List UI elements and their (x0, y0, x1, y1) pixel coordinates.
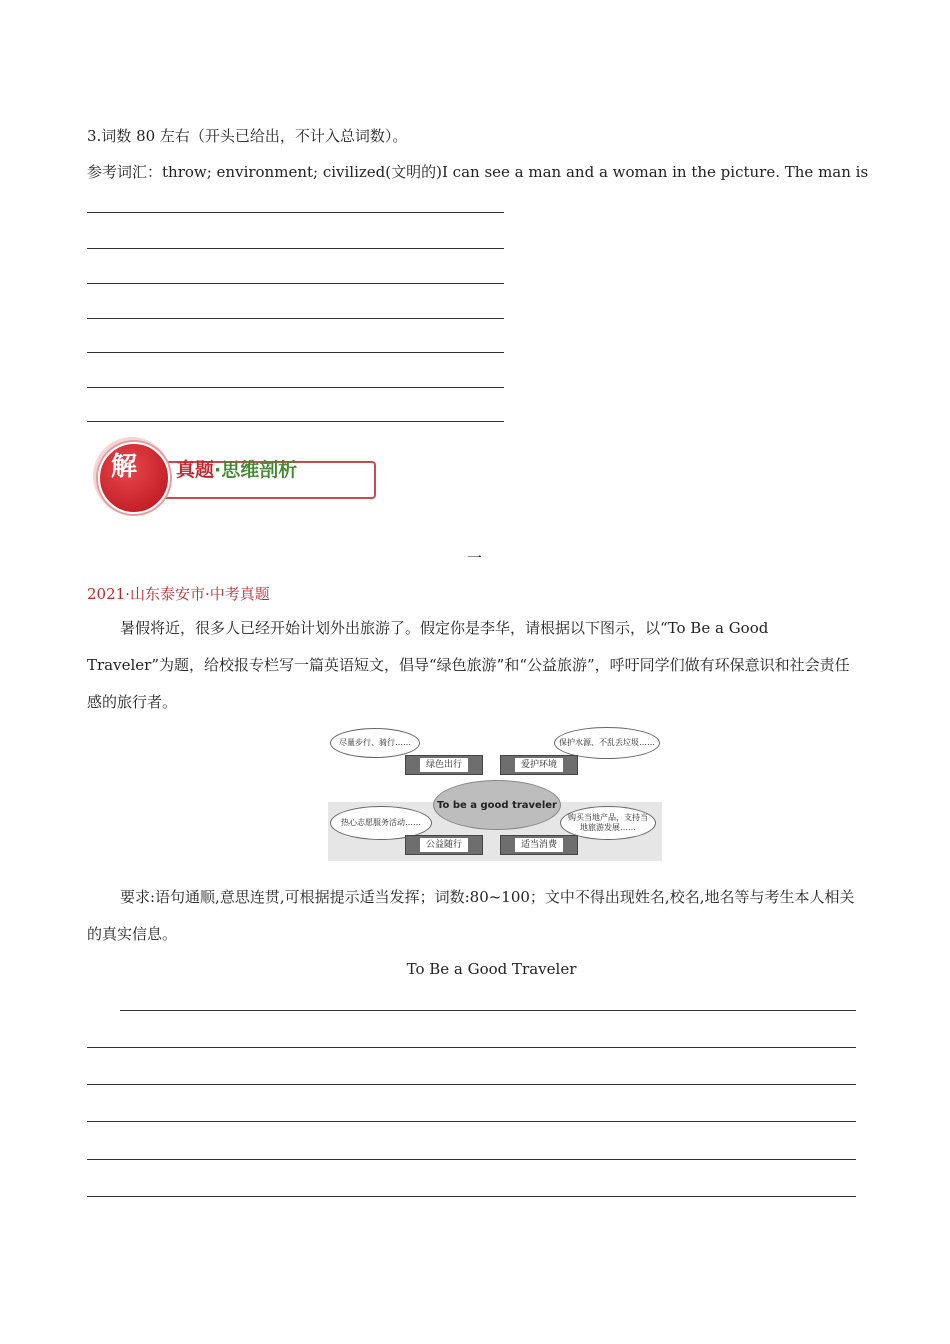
bubble-walk: 尽量步行、骑行…… (330, 728, 420, 758)
label-moderate-spending-text: 适当消费 (515, 838, 563, 852)
essay-line[interactable] (87, 1084, 856, 1085)
label-charity-travel (405, 835, 483, 855)
prompt-diagram (328, 722, 662, 861)
answer-line[interactable] (87, 318, 504, 319)
essay-line[interactable] (87, 1047, 856, 1048)
answer-line[interactable] (87, 283, 504, 284)
question-source: 2021·山东泰安市·中考真题 (87, 585, 270, 603)
banner-title-sep: · (214, 459, 222, 481)
label-moderate-spending (500, 835, 578, 855)
bubble-volunteer: 热心志愿服务活动…… (330, 806, 432, 840)
writing-requirements: 要求:语句通顺,意思连贯,可根据提示适当发挥；词数:80~100；文中不得出现姓名,校名,地名等与考生本人相关的真实信息。 (87, 888, 855, 943)
requirement-item-3: 3.词数 80 左右（开头已给出，不计入总词数）。 (87, 127, 408, 145)
question-prompt: 暑假将近，很多人已经开始计划外出旅游了。假定你是李华，请根据以下图示，以“To Be a Good Traveler”为题，给校报专栏写一篇英语短文，倡导“绿色旅游”和“公益旅游”，呼吁同学们做有环保意识和社会责任感的旅行者。 (87, 619, 850, 711)
diagram-center: To be a good traveler (433, 780, 561, 830)
label-protect-environment-text: 爱护环境 (515, 758, 563, 772)
label-green-travel-text: 绿色出行 (420, 758, 468, 772)
label-protect-environment (500, 755, 578, 775)
vocabulary-line: 参考词汇：throw; environment; civilized(文明的)I can see a man and a woman in the picture. The man is (87, 163, 869, 181)
label-green-travel (405, 755, 483, 775)
essay-line[interactable] (87, 1159, 856, 1160)
bubble-buy-local: 购买当地产品，支持当地旅游发展…… (560, 806, 656, 840)
banner-title-b: 思维剖析 (221, 459, 298, 481)
section-number: 一 (467, 549, 483, 567)
answer-line[interactable] (87, 212, 504, 213)
bubble-protect: 保护水源、不乱丢垃圾…… (554, 727, 660, 759)
banner-title (176, 455, 297, 482)
answer-line[interactable] (87, 248, 504, 249)
essay-line[interactable] (120, 1010, 856, 1011)
essay-line[interactable] (87, 1196, 856, 1197)
answer-line[interactable] (87, 387, 504, 388)
answer-line[interactable] (87, 352, 504, 353)
banner-char: 解 (111, 452, 138, 482)
essay-line[interactable] (87, 1121, 856, 1122)
essay-title: To Be a Good Traveler (406, 960, 577, 978)
answer-line[interactable] (87, 421, 504, 422)
banner-title-a: 真题 (176, 459, 215, 481)
label-charity-travel-text: 公益随行 (420, 838, 468, 852)
